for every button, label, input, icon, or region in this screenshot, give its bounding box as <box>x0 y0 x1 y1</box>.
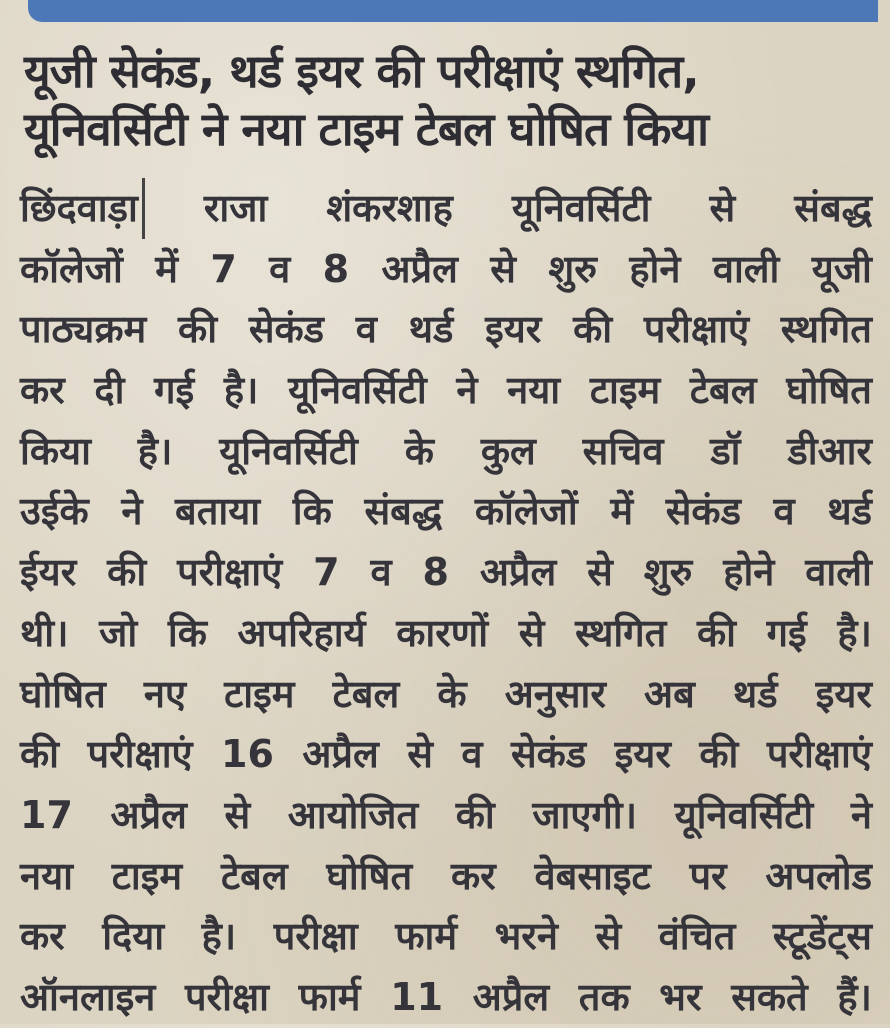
article-word: व <box>269 246 291 291</box>
article-word: कर <box>450 853 496 898</box>
article-word: जो <box>99 610 138 655</box>
article-word: से <box>709 186 736 230</box>
article-word: वेबसाइट <box>534 853 651 898</box>
headline-line-1: यूजी सेकंड, थर्ड इयर की परीक्षाएं स्थगित, <box>24 44 699 98</box>
article-word: घोषित <box>326 853 413 898</box>
dateline: छिंदवाड़ा <box>20 178 145 239</box>
article-word: वाली <box>712 246 780 291</box>
article-word: की <box>20 732 60 777</box>
article-word: फार्म <box>395 914 458 959</box>
article-word: ऑनलाइन <box>20 974 156 1019</box>
article-word: है। <box>223 368 259 413</box>
article-word: स्थगित <box>575 610 667 655</box>
article-word: 8 <box>422 550 449 595</box>
article-word: परीक्षाएं <box>87 732 193 777</box>
article-word: टाइम <box>224 671 295 716</box>
article-line <box>20 785 872 846</box>
article-word: थी। <box>20 610 69 655</box>
article-word: नए <box>143 671 187 716</box>
article-word: ने <box>850 792 872 837</box>
article-word: थर्ड <box>408 307 454 352</box>
article-word: अप्रैल <box>110 792 187 837</box>
article-word: कर <box>20 914 65 959</box>
article-line <box>20 178 872 239</box>
article-word: में <box>610 489 634 534</box>
article-word: सेकंड <box>248 307 325 352</box>
article-word: थर्ड <box>827 489 872 534</box>
article-word: अनुसार <box>504 671 606 716</box>
article-word: वाली <box>805 550 872 595</box>
article-word: की <box>699 732 739 777</box>
article-word: के <box>404 428 434 473</box>
headline <box>24 42 874 158</box>
article-word: घोषित <box>20 671 106 716</box>
article-word: अप्रैल <box>472 974 550 1019</box>
article-word: की <box>178 307 218 352</box>
article-word: 8 <box>322 246 350 291</box>
article-word: यूजी <box>811 246 872 291</box>
article-word: ने <box>121 489 143 534</box>
article-word: कॉलेजों <box>20 246 123 291</box>
article-line <box>20 906 872 967</box>
article-word: किया <box>20 428 91 473</box>
article-word: कि <box>292 489 332 534</box>
article-word: परीक्षाएं <box>643 307 749 352</box>
article-word: यूनिवर्सिटी <box>219 428 358 473</box>
article-word: अपलोड <box>765 853 872 898</box>
article-word: फार्म <box>298 974 361 1019</box>
article-line <box>20 724 872 785</box>
article-word: टेबल <box>689 368 757 413</box>
article-word: संबद्ध <box>794 186 872 230</box>
article-word: शुरु <box>548 246 597 291</box>
article-line <box>20 239 872 300</box>
article-word: है। <box>137 428 173 473</box>
article-word: दी <box>94 368 125 413</box>
article-word: अप्रैल <box>302 732 379 777</box>
article-word: भर <box>659 974 702 1019</box>
article-word: इयर <box>815 671 872 716</box>
article-word: कॉलेजों <box>474 489 578 534</box>
article-word: 17 <box>20 792 73 837</box>
headline-line-2: यूनिवर्सिटी ने नया टाइम टेबल घोषित किया <box>24 102 709 156</box>
article-word: से <box>490 246 516 291</box>
article-word: व <box>773 489 795 534</box>
article-word: गई <box>766 610 807 655</box>
article-word: परीक्षाएं <box>766 732 872 777</box>
article-word: होने <box>629 246 681 291</box>
article-word: सेकंड <box>510 732 587 777</box>
article-word: अब <box>644 671 695 716</box>
article-line <box>20 603 872 664</box>
article-word: सेकंड <box>665 489 741 534</box>
article-word: की <box>455 792 495 837</box>
article-word: अप्रैल <box>479 550 557 595</box>
article-word: की <box>573 307 613 352</box>
article-word: पर <box>689 853 727 898</box>
article-word: हैं। <box>837 974 872 1019</box>
article-word: कुल <box>480 428 536 473</box>
article-word: व <box>370 550 392 595</box>
article-word: इयर <box>614 732 671 777</box>
article-word: वंचित <box>658 914 736 959</box>
article-word: कर <box>20 368 65 413</box>
article-word: टेबल <box>332 671 400 716</box>
article-word: डीआर <box>787 428 872 473</box>
article-word: 7 <box>210 246 237 291</box>
article-word: से <box>518 610 545 655</box>
article-word: नया <box>507 368 561 413</box>
article-line <box>20 664 872 725</box>
article-line <box>20 299 872 360</box>
article-word: अप्रैल <box>381 246 458 291</box>
article-word: टाइम <box>111 853 183 898</box>
article-word: 16 <box>221 732 274 777</box>
article-word: की <box>107 550 147 595</box>
article-body <box>20 178 872 1028</box>
article-word: परीक्षा <box>184 974 270 1019</box>
article-word: अपरिहार्य <box>237 610 366 655</box>
article-word: 7 <box>313 550 340 595</box>
article-word: 11 <box>390 974 444 1019</box>
article-word: राजा <box>203 186 268 230</box>
article-word: आयोजित <box>287 792 419 837</box>
article-word: शुरु <box>643 550 693 595</box>
article-word: से <box>595 914 622 959</box>
article-word: नया <box>20 853 73 898</box>
article-line <box>20 542 872 603</box>
article-line <box>20 481 872 542</box>
article-word: यूनिवर्सिटी <box>288 368 427 413</box>
article-word: से <box>407 732 433 777</box>
article-word: परीक्षाएं <box>177 550 283 595</box>
article-word: यूनिवर्सिटी <box>674 792 814 837</box>
article-word: कि <box>167 610 207 655</box>
masthead-band <box>28 0 878 22</box>
article-word: उईके <box>20 489 89 534</box>
article-line <box>20 421 872 482</box>
article-word: सकते <box>731 974 808 1019</box>
article-word: भरने <box>494 914 558 959</box>
article-word: से <box>224 792 251 837</box>
article-word: की <box>696 610 736 655</box>
article-word: घोषित <box>786 368 872 413</box>
article-line <box>20 360 872 421</box>
article-word: परीक्षा <box>273 914 358 959</box>
article-word: है। <box>201 914 237 959</box>
article-word: दिया <box>102 914 165 959</box>
article-word: व <box>355 307 377 352</box>
article-word: सचिव <box>582 428 664 473</box>
article-word: स्टूडेंट्स <box>772 914 872 959</box>
article-word: तक <box>578 974 630 1019</box>
article-line <box>20 846 872 907</box>
article-line <box>20 967 872 1028</box>
article-word: ने <box>456 368 478 413</box>
article-word: के <box>437 671 467 716</box>
article-word: इयर <box>485 307 542 352</box>
article-word: गई <box>154 368 195 413</box>
article-word: है। <box>837 610 872 655</box>
article-word: होने <box>723 550 775 595</box>
article-word: बताया <box>175 489 261 534</box>
article-word: जाएगी। <box>532 792 638 837</box>
article-word: में <box>155 246 178 291</box>
article-word: संबद्ध <box>364 489 443 534</box>
article-word: टेबल <box>220 853 288 898</box>
article-word: यूनिवर्सिटी <box>511 186 651 230</box>
article-word: स्थगित <box>780 307 872 352</box>
article-word: से <box>587 550 613 595</box>
article-word: टाइम <box>589 368 661 413</box>
article-word: ईयर <box>20 550 77 595</box>
article-word: शंकरशाह <box>326 186 453 230</box>
article-word: व <box>461 732 483 777</box>
article-word: थर्ड <box>732 671 778 716</box>
article-word: पाठ्यक्रम <box>20 307 147 352</box>
article-word: डॉ <box>710 428 741 473</box>
article-word: कारणों <box>396 610 489 655</box>
